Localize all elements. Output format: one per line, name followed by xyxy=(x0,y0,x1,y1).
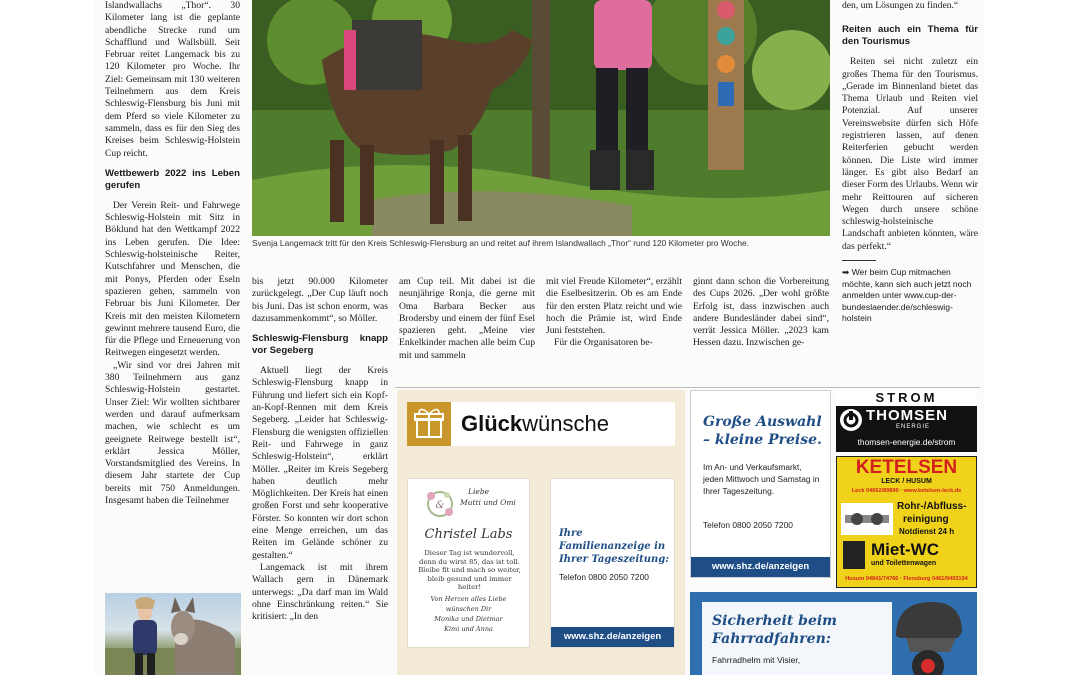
toilet-icon xyxy=(843,541,865,569)
card-line-2: Mutti und Omi xyxy=(460,498,516,507)
signup-note: ➡ Wer beim Cup mitmachen möchte, kann sich auch jetzt noch anmelden unter www.cup-der-bundeslaender.de/schleswig-holstein xyxy=(842,267,972,324)
greeting-card xyxy=(407,478,530,648)
card-message: Dieser Tag ist wundervoll, denn du wirst 85, das ist toll. Bleibe fit und mach so weiter, bleib gesund und immer heiter! xyxy=(418,549,521,592)
thomsen-energie-ad xyxy=(836,390,977,452)
glueck-title xyxy=(461,411,609,437)
fahrrad-sub: Fahrradhelm mit Visier, xyxy=(712,655,801,665)
glueck-header xyxy=(407,402,675,446)
col2-subheading: Schleswig-Flensburg knapp vor Segeberg xyxy=(252,333,388,357)
ketelsen-name: KETELSEN xyxy=(855,457,958,478)
flower-wreath-icon xyxy=(420,487,460,521)
ketelsen-footer: Husum 04841/74766 · Flensburg 0461/9403194 xyxy=(845,576,968,582)
note-divider xyxy=(842,260,876,261)
col6-paragraph-1: Reiten sei nicht zuletzt ein großes Thema für den Tourismus. „Gerade im Binnenland bietet das Thema Urlaub und Reiten viel Potenzial. Auf unserer Vereinswebsite dürfen sich Höfe registrieren lassen, auf denen Reiterferien gebucht werden können. Die Liste wird immer länger. Es gibt also Bedarf an dieser Form des Urlaubs. Wenn wir mehr Reittouren auf sicheren Wegen durch unsere schöne schleswig-holsteinische Landschaft anbieten könnten, wäre das perfekt.“ xyxy=(842,56,979,252)
col1-top-text: Islandwallachs „Thor“. 30 Kilometer lang ist die geplante abendliche Strecke rund um Schafflund und Wallsbüll. Seit Februar reitet Langemack bis zu 120 Kilometer pro Woche. Ihr Ziel: Gemeinsam mit 130 weiteren Teilnehmern aus dem Kreis Schleswig-Flensburg bis Juni mit dem Pferd so viele Kilometer zu sammeln, dass es für den Sieg des Kreises beim Schleswig-Holstein Cup reicht. xyxy=(105,0,240,159)
card-from-3: Monika und Dietmar xyxy=(434,615,503,623)
article-column-3 xyxy=(399,276,535,362)
col4-paragraph-1: mit viel Freude Kilometer“, erzählt die Eselbesitzerin. Ob es am Ende für den ersten Platz reicht und wie hoch die Prämie ist, wird Ende Juni feststehen. xyxy=(546,276,682,337)
col6-top-text: den, um Lösungen zu finden.“ xyxy=(842,0,959,11)
service-line-2: reinigung xyxy=(903,514,949,525)
gift-icon xyxy=(407,402,451,446)
strom-label: STROM xyxy=(836,390,977,406)
col3-paragraph-1: am Cup teil. Mit dabei ist die neunjährige Ronja, die gerne mit Oma Barbara Becker aus Brodersby und einem der fünf Esel spazieren geht. „Meine vier Enkelkinder machen alle beim Cup mit und sammeln xyxy=(399,276,535,361)
col2-paragraph-1: bis jetzt 90.000 Kilometer zurückgelegt. „Der Cup läuft noch bis Juni. Das ist schon enorm, was dazusammenkommt“, so Möller. xyxy=(252,276,388,324)
grosse-auswahl-ad xyxy=(690,390,831,578)
auswahl-phone: Telefon 0800 2050 7200 xyxy=(703,520,793,530)
pipe-icon xyxy=(841,503,893,535)
photo-caption: Svenja Langemack tritt für den Kreis Schleswig-Flensburg an und reitet auf ihrem Islandwallach „Thor“ rund 120 Kilometer pro Woche. xyxy=(252,238,750,248)
card-line-1: Liebe xyxy=(468,487,490,496)
glueck-title-bold: Glück xyxy=(461,411,523,436)
article-column-4 xyxy=(546,276,682,350)
thomsen-logo-icon xyxy=(840,409,862,431)
card-from-4: Kimi und Anna xyxy=(444,625,493,633)
fahrrad-title-1: Sicherheit beim xyxy=(712,613,837,629)
helmet-icon xyxy=(888,596,968,675)
col5-paragraph-1: ginnt dann schon die Vorbereitung des Cups 2026. „Der wohl größte Erfolg ist, dass inzwischen auch andere Bundesländer dabei sind“, verrät Jessica Möller. „2023 kam Hessen dazu. Inzwischen ge- xyxy=(693,276,829,349)
auswahl-text: Im An- und Verkaufsmarkt, jeden Mittwoch und Samstag in Ihrer Tageszeitung. xyxy=(703,462,820,496)
col2-paragraph-3: Langemack ist mit ihrem Wallach gern in Dänemark unterwegs: „Da darf man im Wald ohne Einschränkung reiten.“ Sie kritisiert: „In den xyxy=(252,561,388,623)
wc-label: Miet-WC xyxy=(871,540,939,559)
family-ad-box xyxy=(550,478,675,648)
col1-paragraph-2: „Wir sind vor drei Jahren mit 380 Teilnehmern aus ganz Schleswig-Holstein gestartet. Unser Ziel: Wir wollten sichtbarer werden und darauf aufmerksam machen, wie schlecht es um geeignete Reitwege bestellt ist“, erklärt Jessica Möller, Vorstandsmitglied des Vereins. In diesem Jahr startete der Cup bereits mit 750 Anmeldungen. Insgesamt haben die Teilnehmer xyxy=(105,359,240,506)
wc-sub: und Toilettenwagen xyxy=(871,560,937,567)
col1-paragraph-1: Der Verein Reit- und Fahrwege Schleswig-Holstein mit Sitz in Böklund hat den Wettkampf 2022 ins Leben gerufen. Die Idee: Schleswig-holsteinische Reiter, Kutschfahrer und Menschen, die mit Ponys, Pferden oder Eseln spazieren gehen, sammeln von Februar bis Juni Kilometer. Der Kreis mit den meisten Kilometern gewinnt mehrere tausend Euro, die für die Pflege und Erneuerung von Reitwegen eingesetzt werden. xyxy=(105,199,240,359)
card-from-1: Von Herzen alles Liebe xyxy=(430,595,507,603)
glueck-title-rest: wünsche xyxy=(522,411,609,436)
family-ad-phone: Telefon 0800 2050 7200 xyxy=(559,572,649,582)
thomsen-sub: ENERGIE xyxy=(896,424,931,430)
service-line-3: Notdienst 24 h xyxy=(899,527,955,536)
thomsen-url[interactable]: thomsen-energie.de/strom xyxy=(857,437,956,447)
family-ad-url[interactable]: www.shz.de/anzeigen xyxy=(551,627,674,647)
col1-subheading: Wettbewerb 2022 ins Leben gerufen xyxy=(105,167,240,191)
glueckwuensche-ad xyxy=(397,390,685,675)
fahrrad-helm-ad xyxy=(690,592,977,675)
card-from-2: wünschen Dir xyxy=(445,605,492,613)
fahrrad-title-2: Fahrradfahren: xyxy=(712,631,831,647)
thomsen-brand: THOMSEN xyxy=(866,407,948,424)
article-column-6 xyxy=(842,0,978,325)
col4-paragraph-2: Für die Organisatoren be- xyxy=(554,337,653,349)
article-column-1 xyxy=(105,0,240,507)
card-name: Christel Labs xyxy=(424,527,513,542)
ketelsen-contact: Leck 04662/89890 · www.ketelsen-leck.de xyxy=(851,488,962,494)
auswahl-title: Große Auswahl – kleine Preise. xyxy=(703,414,822,448)
article-column-5 xyxy=(693,276,829,350)
col2-paragraph-2: Aktuell liegt der Kreis Schleswig-Flensburg knapp in Führung und liefert sich ein Kopf-an-Kopf-Rennen mit dem Kreis Segeberg. „Leider hat Schleswig-Flensburg die wenigsten offiziellen Reit- und Fahrwege in ganz Schleswig-Holstein“, erklärt Möller. „Reiter im Kreis Segeberg haben deutlich mehr Möglichkeiten. Der Kreis hat einen großen Forst und sehr kooperative Förster. So konnten wir dort schon eine Menge erreichen, um das Reiten im Gelände schöner zu gestalten.“ xyxy=(252,365,388,561)
article-column-2 xyxy=(252,276,388,623)
svg-text:&: & xyxy=(435,500,445,511)
family-ad-title: Ihre Familienanzeige in Ihrer Tageszeitung: xyxy=(559,528,669,565)
col6-subheading: Reiten auch ein Thema für den Tourismus xyxy=(842,24,978,48)
ketelsen-ad xyxy=(836,456,977,588)
service-line-1: Rohr-/Abfluss- xyxy=(897,501,967,512)
ketelsen-sub: LECK / HUSUM xyxy=(881,478,932,485)
auswahl-url[interactable]: www.shz.de/anzeigen xyxy=(691,557,830,577)
main-photo-horse-rider xyxy=(252,0,830,236)
fahrrad-panel xyxy=(702,602,892,675)
ronja-donkey-photo xyxy=(105,593,241,675)
